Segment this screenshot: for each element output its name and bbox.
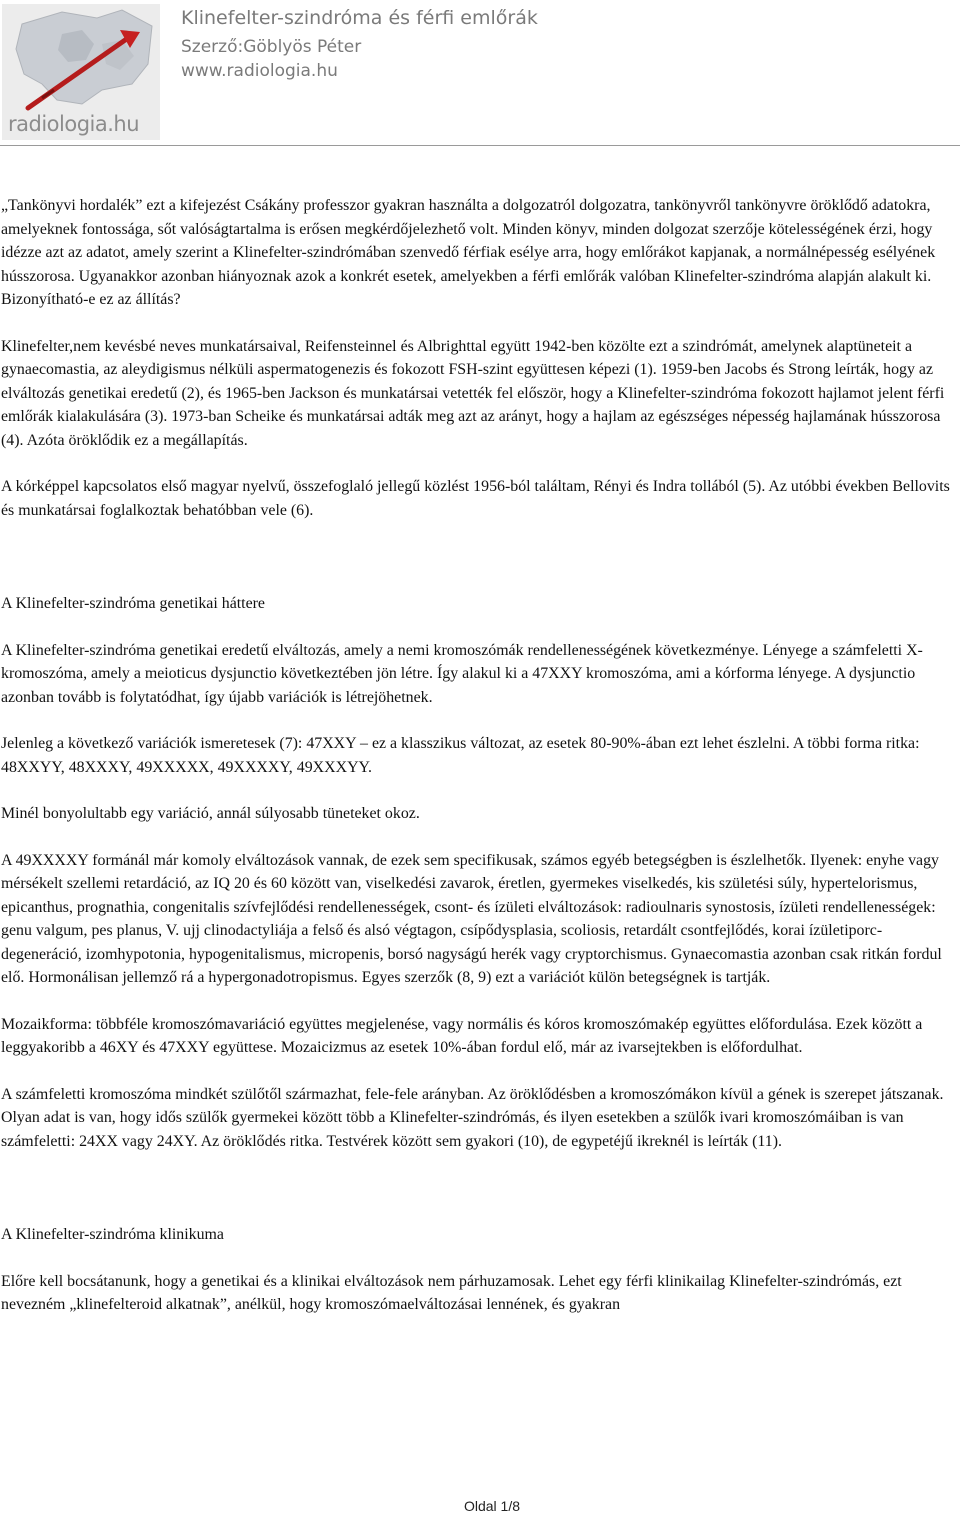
page-header [0,0,960,148]
section-heading-genetics: A Klinefelter-szindróma genetikai háttere [1,595,265,612]
page-number: Oldal 1/8 [463,1498,521,1514]
document-title: Klinefelter-szindróma és férfi emlőrák [181,7,538,29]
symptoms-paragraph: A 49XXXXY formánál már komoly elváltozások vannak, de ezek sem specifikusak, számos egyéb betegségben is észlelhetők. Ilyenek: enyhe vagy mérsékelt szellemi retardáció, az IQ 20 és 60 között van, viselkedési zavarok, éretlen, gyermekes viselkedés, kis születési súly, hypertelorismus, epicanthus, prognathia, congenitalis szívfejlődési rendellenességek, csont- és ízületi elváltozások: radioulnaris synostosis, ízületi rendellenességek: genu valgum, pes planus, V. ujj clinodactyliája a felső és alsó végtagon, csípődysplasia, scoliosis, retardált csontfejlődés, korai ízületiporc-degeneráció, izomhypotonia, hypogenitalismus, micropenis, borsó nagyságú herék vagy cryptorchismus. Gynaecomastia azonban csak ritkán fordul elő. Hormonálisan jellemző rá a hypergonadotropismus. Egyes szerzők (8, 9) ezt a variációt külön betegségnek is tartják. [1,851,942,986]
radiologia-logo [2,4,160,140]
source-url[interactable]: www.radiologia.hu [181,61,338,81]
inheritance-paragraph: A számfeletti kromoszóma mindkét szülőtől származhat, fele-fele arányban. Az öröklődésben a kromoszómákon kívül a gének is szerepet játszanak. Olyan adat is van, hogy idős szülők gyermekei között több a Klinefelter-szindrómás, és ilyen esetekben a szülők ivari kromoszómáiban is van számfeletti: 24XX vagy 24XY. Az öröklődés ritka. Testvérek között sem gyakori (10), de egypetéjű ikreknél is leírták (11). [1,1085,944,1150]
document-author: Szerző:Göblyös Péter [181,37,362,57]
header-divider [0,145,960,146]
intro-paragraph: „Tankönyvi hordalék” ezt a kifejezést Csákány professzor gyakran használta a dolgozatról dolgozatra, tankönyvről tankönyvre öröklődő adatokra, amelyeknek fontossága, sőt valóságtartalma is erősen megkérdőjelezhető volt. Minden könyv, minden dolgozat szerzője kötelességének érzi, hogy idézze azt az adatot, amely szerint a Klinefelter-szindrómában szenvedő férfiak esélye arra, hogy emlőrákot kapjanak, a normálnépesség esélyének hússzorosa. Ugyanakkor azonban hiányoznak azok a konkrét esetek, amelyekben a férfi emlőrák valóban Klinefelter-szindróma alapján alakult ki. Bizonyítható-e ez az állítás? [1,197,936,308]
mosaic-paragraph: Mozaikforma: többféle kromoszómavariáció együttes megjelenése, vagy normális és kóros kromoszómakép együttes előfordulása. Ezek között a leggyakoribb a 46XY és 47XXY együttese. Mozaicizmus az esetek 10%-ában fordul elő, már az ivarsejtekben is előfordulhat. [1,1015,923,1056]
clinical-paragraph: Előre kell bocsátanunk, hogy a genetikai és a klinikai elváltozások nem párhuzamosak. Lehet egy férfi klinikailag Klinefelter-szindrómás, ezt nevezném „klinefelteroid alkatnak”, anélkül, hogy kromoszómaelváltozásai lennének, és gyakran [1,1272,902,1313]
page-footer [0,1498,960,1514]
complexity-paragraph: Minél bonyolultabb egy variáció, annál súlyosabb tüneteket okoz. [1,805,420,822]
history-paragraph: Klinefelter,nem kevésbé neves munkatársaival, Reifensteinnel és Albrighttal együtt 1942-ben közölte ezt a szindrómát, amelynek alaptüneteit a gynaecomastia, az aleydigismus nélküli aspermatogenezis és fokozott FSH-szint együttesen képezi (1). 1959-ben Jacobs és Strong leírták, hogy az elváltozás genetikai eredetű (2), és 1965-ben Jackson és munkatársai vetették fel először, hogy a Klinefelter-szindróma fokozott hajlamot jelent férfi emlőrák kialakulására (3). 1973-ban Scheike és munkatársai adták meg azt az arányt, hogy a hajlam az egészséges népesség hajlamának hússzorosa (4). Azóta öröklődik ez a megállapítás. [1,337,945,449]
hungarian-sources-paragraph: A kórképpel kapcsolatos első magyar nyelvű, összefoglaló jellegű közlést 1956-ból találtam, Rényi és Indra tollából (5). Az utóbbi években Bellovits és munkatársai foglalkoztak behatóbban vele (6). [1,478,950,519]
section-heading-clinical: A Klinefelter-szindróma klinikuma [1,1226,224,1243]
logo-wordmark: radiologia.hu [8,112,140,136]
genetics-paragraph: A Klinefelter-szindróma genetikai eredetű elváltozás, amely a nemi kromoszómák rendellenességének következménye. Lényege a számfeletti X-kromoszóma, amely a meioticus dysjunctio következtében jön létre. Így alakul ki a 47XXY kromoszóma, ami a kórforma lényege. A dysjunctio azonban tovább is folytatódhat, így újabb variációk is létrejöhetnek. [1,641,923,706]
article-body [1,194,957,1317]
variations-paragraph: Jelenleg a következő variációk ismeretesek (7): 47XXY – ez a klasszikus változat, az esetek 80-90%-ában ezt lehet észlelni. A többi forma ritka: 48XXYY, 48XXXY, 49XXXXX, 49XXXXY, 49XXXYY. [1,735,920,776]
